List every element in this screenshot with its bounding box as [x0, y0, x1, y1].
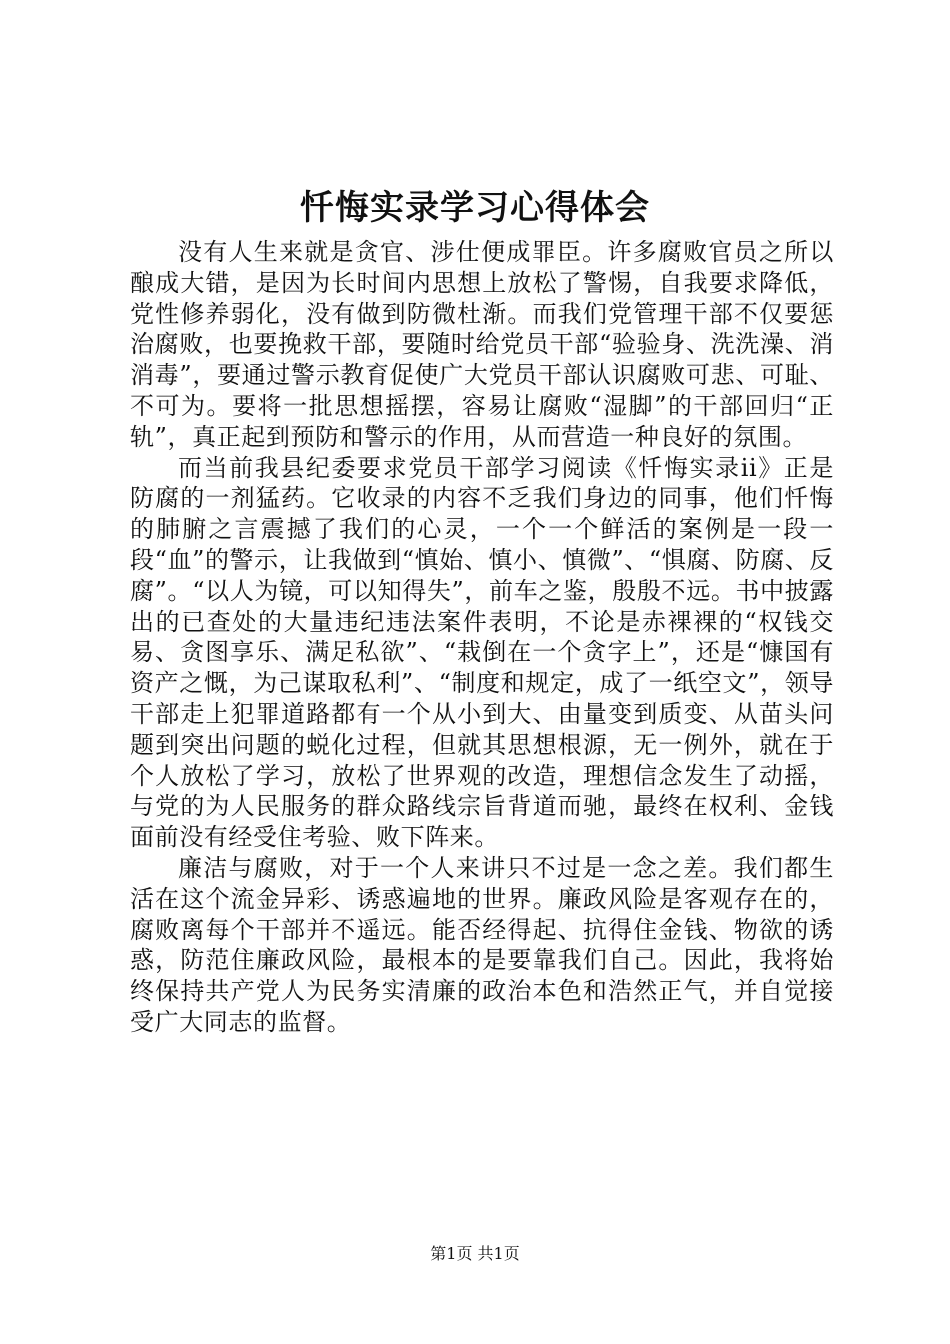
paragraph-1: 没有人生来就是贪官、涉仕便成罪臣。许多腐败官员之所以酿成大错，是因为长时间内思想上放松了警惕，自我要求降低，党性修养弱化，没有做到防微杜渐。而我们党管理干部不仅要惩治腐败，也要挽救干部，要随时给党员干部“验验身、洗洗澡、消消毒”，要通过警示教育促使广大党员干部认识腐败可悲、可耻、不可为。要将一批思想摇摆，容易让腐败“湿脚”的干部回归“正轨”，真正起到预防和警示的作用，从而营造一种良好的氛围。 — [130, 238, 834, 451]
document-body — [130, 237, 834, 1038]
page-number-footer: 第1页 共1页 — [430, 1244, 520, 1263]
document-title: 忏悔实录学习心得体会 — [300, 188, 650, 228]
paragraph-2: 而当前我县纪委要求党员干部学习阅读《忏悔实录ii》正是防腐的一剂猛药。它收录的内容不乏我们身边的同事，他们忏悔的肺腑之言震撼了我们的心灵，一个一个鲜活的案例是一段一段“血”的警示，让我做到“慎始、慎小、慎微”、“惧腐、防腐、反腐”。“以人为镜，可以知得失”，前车之鉴，殷殷不远。书中披露出的已查处的大量违纪违法案件表明，不论是赤裸裸的“权钱交易、贪图享乐、满足私欲”、“栽倒在一个贪字上”，还是“慷国有资产之慨，为己谋取私利”、“制度和规定，成了一纸空文”，领导干部走上犯罪道路都有一个从小到大、由量变到质变、从苗头问题到突出问题的蜕化过程，但就其思想根源，无一例外，就在于个人放松了学习，放松了世界观的改造，理想信念发生了动摇，与党的为人民服务的群众路线宗旨背道而驰，最终在权利、金钱面前没有经受住考验、败下阵来。 — [130, 453, 834, 852]
paragraph-3: 廉洁与腐败，对于一个人来讲只不过是一念之差。我们都生活在这个流金异彩、诱惑遍地的世界。廉政风险是客观存在的，腐败离每个干部并不遥远。能否经得起、抗得住金钱、物欲的诱惑，防范住廉政风险，最根本的是要靠我们自己。因此，我将始终保持共产党人为民务实清廉的政治本色和浩然正气，并自觉接受广大同志的监督。 — [130, 853, 834, 1036]
